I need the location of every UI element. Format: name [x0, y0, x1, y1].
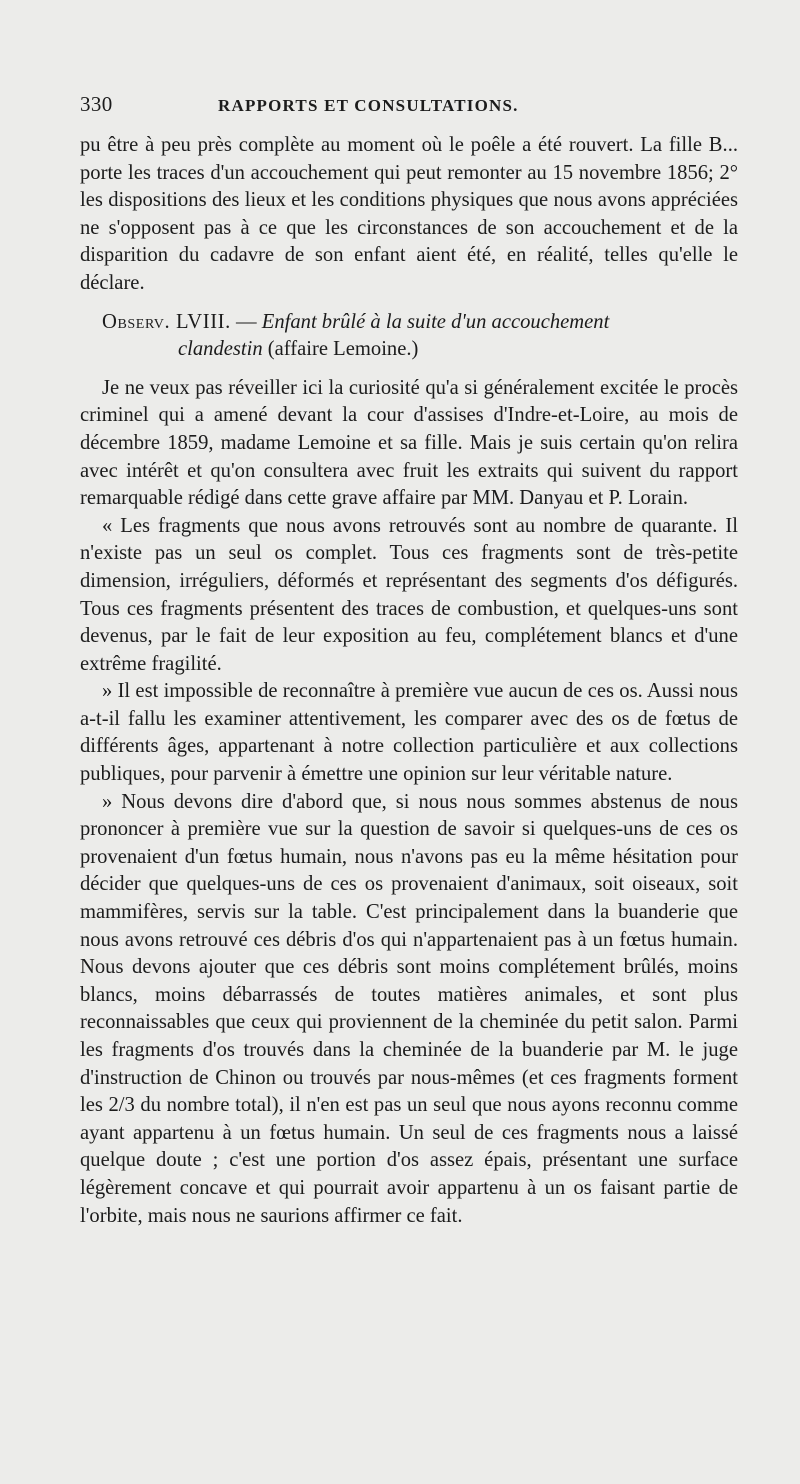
- observation-title-line1: Enfant brûlé à la suite d'un accouchement: [261, 310, 610, 333]
- paragraph-findings: » Nous devons dire d'abord que, si nous nous sommes abstenus de nous prononcer à première vue sur la question de savoir si quelques-uns de ces os provenaient d'un fœtus humain, nous n'avons pas eu la même hésitation pour décider que quelques-uns de ces os provenaient d'animaux, soit oiseaux, soit mammifères, servis sur la table. C'est principalement dans la buanderie que nous avons retrouvé ces débris d'os qui n'appartenaient pas à un fœtus humain. Nous devons ajouter que ces débris sont moins complétement brûlés, moins blancs, moins débarrassés de toutes matières animales, et sont plus reconnaissables que ceux qui proviennent de la cheminée du petit salon. Parmi les fragments d'os trouvés dans la cheminée de la buanderie par M. le juge d'instruction de Chinon ou trouvés par nous-mêmes (et ces fragments forment les 2/3 du nombre total), il n'en est pas un seul que nous ayons reconnu comme ayant appartenu à un fœtus humain. Un seul de ces fragments nous a laissé quelque doute ; c'est une portion d'os assez épais, présentant une surface légèrement concave et qui pourrait avoir appartenu à un os faisant partie de l'orbite, mais nous ne saurions affirmer ce fait.: [80, 790, 738, 1227]
- observation-title-line2: clandestin: [178, 338, 263, 361]
- paragraph-introduction: Je ne veux pas réveiller ici la curiosité qu'a si généralement excitée le procès criminel qui a amené devant la cour d'assises d'Indre-et-Loire, au mois de décembre 1859, madame Lemoine et sa fille. Mais je suis certain qu'on relira avec intérêt et qu'on consultera avec fruit les extraits qui suivent du rapport remarquable rédigé dans cette grave affaire par MM. Danyau et P. Lorain.: [80, 376, 738, 510]
- running-title: RAPPORTS ET CONSULTATIONS.: [218, 96, 519, 115]
- observation-label: Observ. LVIII.: [102, 310, 231, 333]
- paragraph-fragments: « Les fragments que nous avons retrouvés sont au nombre de quarante. Il n'existe pas un seul os complet. Tous ces fragments sont de très-petite dimension, irréguliers, déformés et représentant des segments d'os défigurés. Tous ces fragments présentent des traces de combustion, et quelques-uns sont devenus, par le fait de leur exposition au feu, complétement blancs et d'une extrême fragilité.: [80, 514, 738, 675]
- observation-affair: (affaire Lemoine.): [262, 338, 419, 361]
- running-header: [80, 92, 738, 132]
- observation-heading: [80, 309, 738, 364]
- page-number: 330: [80, 92, 113, 116]
- paragraph-examination: » Il est impossible de reconnaître à première vue aucun de ces os. Aussi nous a-t-il fallu les examiner attentivement, les comparer avec des os de fœtus de différents âges, appartenant à notre collection particulière et aux collections publiques, pour parvenir à émettre une opinion sur leur véritable nature.: [80, 680, 738, 786]
- observation-dash: —: [230, 310, 262, 333]
- paragraph-continuation: pu être à peu près complète au moment où le poêle a été rouvert. La fille B... porte les traces d'un accouchement qui peut remonter au 15 novembre 1856; 2° les dispositions des lieux et les conditions physiques que nous avons appréciées ne s'opposent pas à ce que les circonstances de son accouchement et de la disparition du cadavre de son enfant aient été, en réalité, telles qu'elle le déclare.: [80, 134, 738, 294]
- observation-title-line2-wrap: [102, 336, 738, 364]
